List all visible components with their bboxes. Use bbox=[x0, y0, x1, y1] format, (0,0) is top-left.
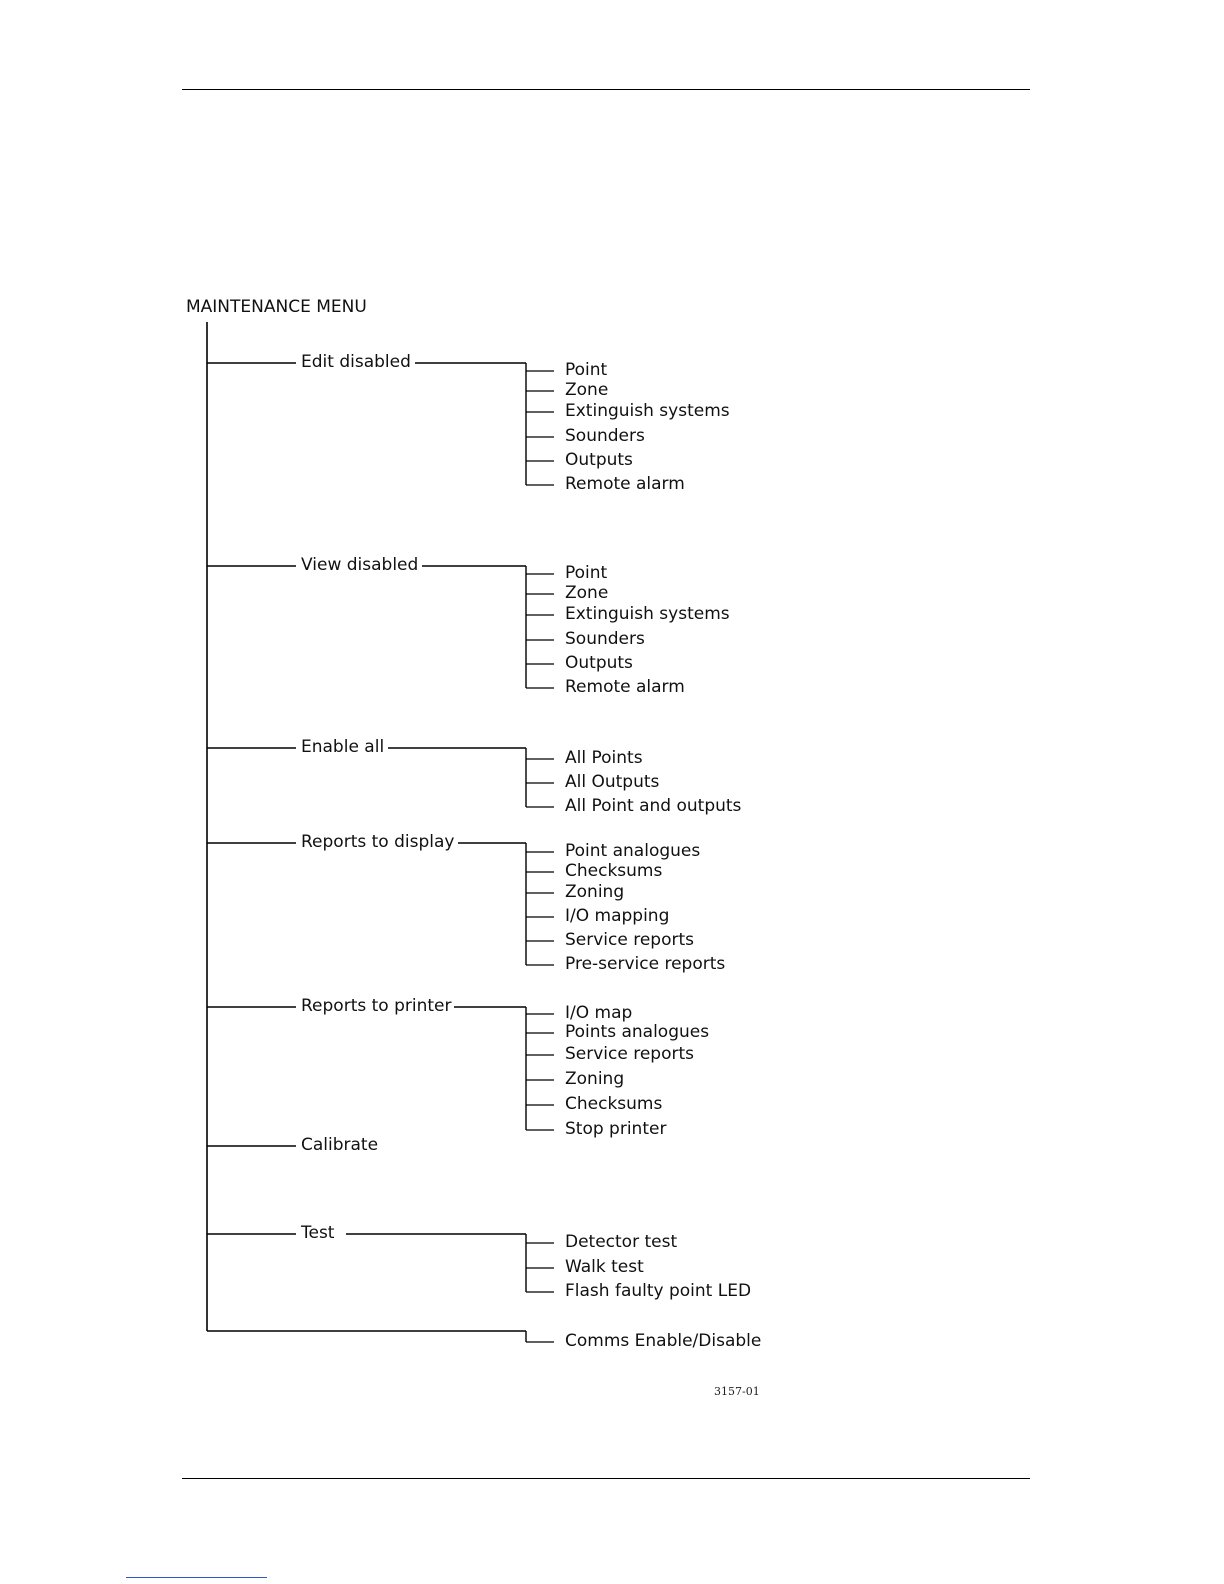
child-item-label: All Points bbox=[565, 748, 643, 768]
child-item-label: All Outputs bbox=[565, 772, 660, 792]
child-item-label: I/O mapping bbox=[565, 906, 670, 926]
child-item-label: Extinguish systems bbox=[565, 401, 730, 421]
branch-label: Enable all bbox=[301, 737, 385, 757]
child-item-label: All Point and outputs bbox=[565, 796, 742, 816]
menu-title: MAINTENANCE MENU bbox=[186, 297, 367, 317]
branch-label: View disabled bbox=[301, 555, 419, 575]
child-item-label: Outputs bbox=[565, 653, 633, 673]
branch-label: Edit disabled bbox=[301, 352, 411, 372]
child-item-label: Service reports bbox=[565, 930, 695, 950]
branch-label: Calibrate bbox=[301, 1135, 379, 1155]
child-item-label: Zone bbox=[565, 583, 609, 603]
child-item-label: Zoning bbox=[565, 882, 625, 902]
child-item-label: Checksums bbox=[565, 861, 663, 881]
branch-label: Test bbox=[301, 1223, 335, 1243]
child-item-label: Extinguish systems bbox=[565, 604, 730, 624]
child-item-label: Remote alarm bbox=[565, 677, 685, 697]
child-item-label: Stop printer bbox=[565, 1119, 667, 1139]
child-item-label: Walk test bbox=[565, 1257, 644, 1277]
child-item-label: Sounders bbox=[565, 629, 645, 649]
child-item-label: I/O map bbox=[565, 1003, 633, 1023]
child-item-label: Point bbox=[565, 563, 608, 583]
child-item-label: Pre-service reports bbox=[565, 954, 726, 974]
footer-link-underline bbox=[126, 1577, 267, 1578]
child-item-label: Zoning bbox=[565, 1069, 625, 1089]
child-item-label: Checksums bbox=[565, 1094, 663, 1114]
child-item-label: Point bbox=[565, 360, 608, 380]
child-item-label: Detector test bbox=[565, 1232, 678, 1252]
child-item-label: Outputs bbox=[565, 450, 633, 470]
child-item-label: Service reports bbox=[565, 1044, 695, 1064]
child-item-label: Flash faulty point LED bbox=[565, 1281, 752, 1301]
branch-label: Reports to printer bbox=[301, 996, 452, 1016]
child-item-label: Sounders bbox=[565, 426, 645, 446]
child-item-label: Remote alarm bbox=[565, 474, 685, 494]
branch-label: Reports to display bbox=[301, 832, 455, 852]
child-item-label: Zone bbox=[565, 380, 609, 400]
child-item-label: Point analogues bbox=[565, 841, 701, 861]
child-item-label: Points analogues bbox=[565, 1022, 710, 1042]
child-item-label: Comms Enable/Disable bbox=[565, 1331, 762, 1351]
figure-number: 3157-01 bbox=[714, 1385, 760, 1398]
